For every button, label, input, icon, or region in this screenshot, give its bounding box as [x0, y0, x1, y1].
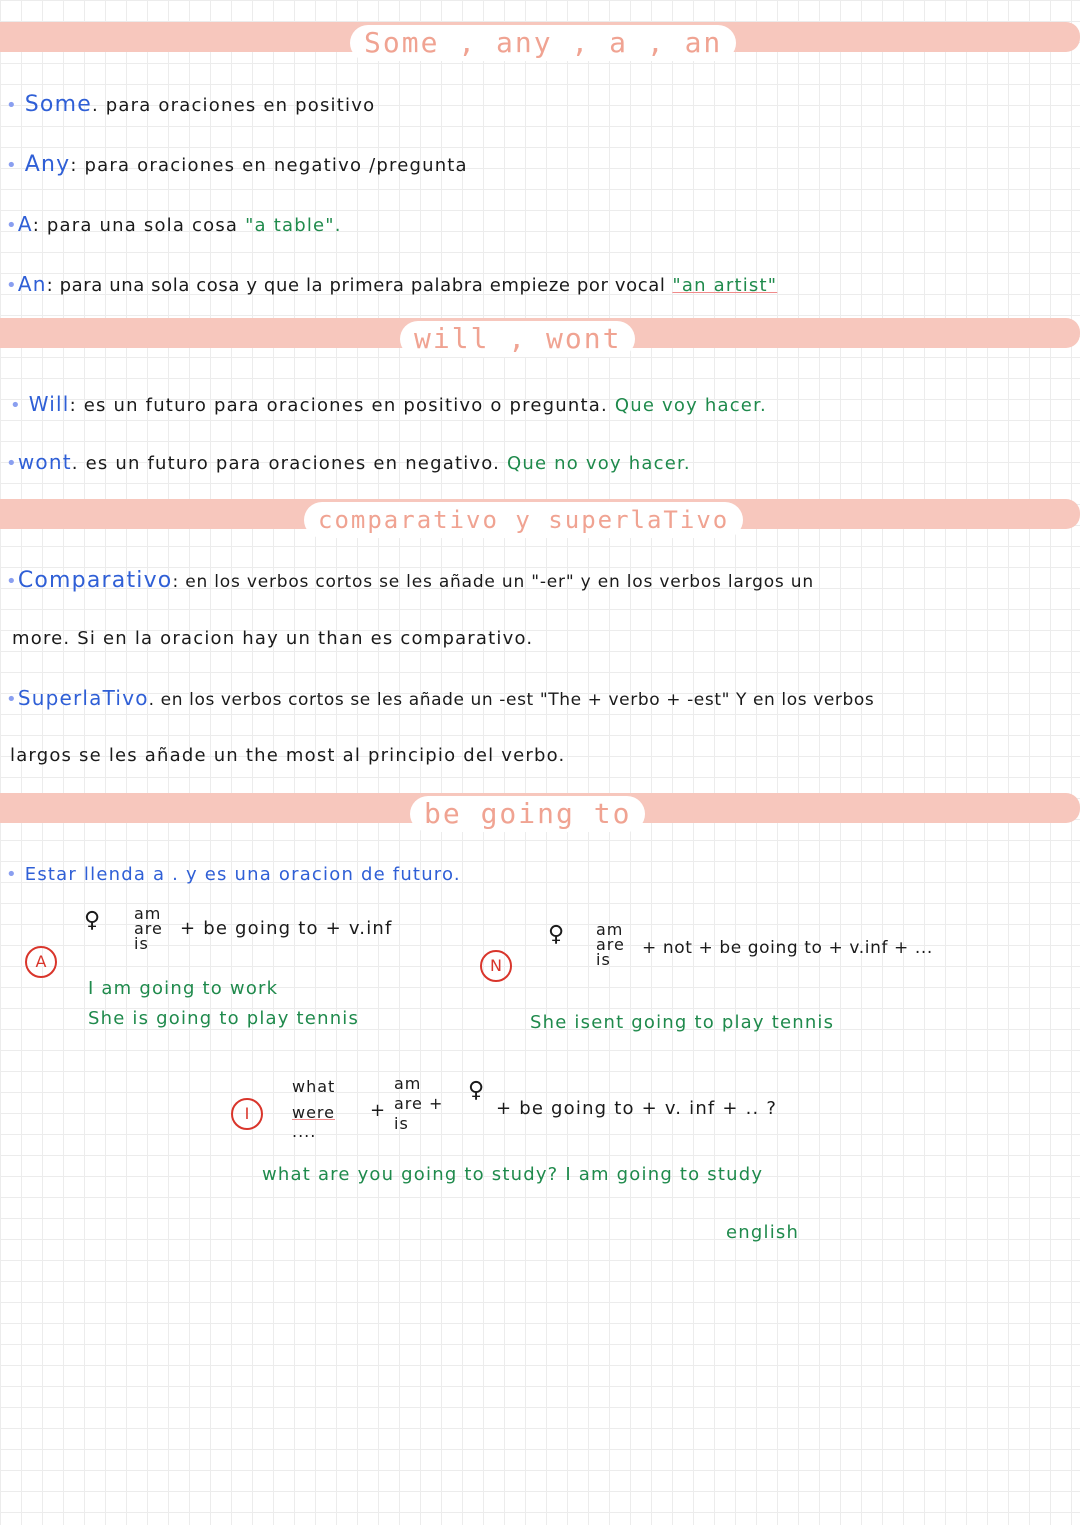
aux-are: are — [596, 935, 625, 954]
aux-list — [596, 922, 625, 967]
superlativo-text-2: largos se les añade un the most al principio del verbo. — [10, 745, 566, 766]
wh-more: .... — [292, 1122, 317, 1141]
wh-were: were — [292, 1103, 335, 1122]
comparativo-text: : en los verbos cortos se les añade un "-er" y en los verbos largos un — [172, 572, 814, 592]
term-superlativo: SuperlaTivo — [17, 686, 149, 710]
interrogative-formula: + be going to + v. inf + .. ? — [496, 1098, 778, 1119]
a-line — [6, 212, 342, 236]
aux-is: is — [134, 934, 149, 953]
section-title: will , wont — [400, 321, 635, 357]
going-intro-text: Estar llenda a . y es una oracion de futuro. — [24, 864, 461, 885]
affirmative-formula: + be going to + v.inf — [180, 918, 393, 939]
bullet-icon: • — [6, 453, 18, 474]
will-note: Que voy hacer. — [614, 395, 767, 416]
aux-list — [394, 1074, 443, 1134]
superlativo-line-2 — [10, 745, 565, 766]
superlativo-text: . en los verbos cortos se les añade un -est "The + verbo + -est" Y en los verbos — [148, 690, 875, 710]
an-example: "an artist" — [672, 275, 778, 296]
person-icon: ♀ — [468, 1078, 485, 1103]
section-title: be going to — [410, 796, 645, 832]
any-line — [6, 152, 468, 177]
person-icon: ♀ — [548, 922, 565, 947]
term-comparativo: Comparativo — [17, 568, 173, 593]
bullet-icon: • — [6, 275, 18, 296]
an-text: : para una sola cosa y que la primera palabra empieze por vocal — [46, 275, 666, 296]
term-some: Some — [24, 92, 92, 117]
term-a: A — [17, 212, 33, 236]
affirmative-example-2: She is going to play tennis — [88, 1008, 360, 1029]
wh-list — [292, 1074, 336, 1141]
aux-list — [134, 906, 163, 951]
term-any: Any — [24, 152, 71, 177]
some-line — [6, 92, 375, 117]
term-wont: wont — [17, 450, 72, 474]
term-will: Will — [28, 392, 70, 416]
aux-am: am — [134, 904, 162, 923]
going-intro — [6, 864, 461, 885]
person-icon: ♀ — [84, 908, 101, 933]
comparativo-line-1 — [6, 568, 814, 593]
aux-am: am — [596, 920, 624, 939]
negative-badge: N — [480, 950, 512, 982]
wont-note: Que no voy hacer. — [507, 453, 691, 474]
aux-is: is — [394, 1114, 409, 1133]
a-text: : para una sola cosa — [32, 215, 239, 236]
will-text: : es un futuro para oraciones en positivo o pregunta. — [69, 395, 608, 416]
bullet-icon: • — [6, 864, 18, 885]
aux-am: am — [394, 1074, 422, 1093]
bullet-icon: • — [6, 95, 18, 116]
interrogative-example-1: what are you going to study? I am going to study — [262, 1164, 764, 1185]
bullet-icon: • — [6, 689, 18, 710]
interrogative-badge: I — [231, 1098, 263, 1130]
section-title: Some , any , a , an — [350, 25, 736, 61]
comparativo-line-2 — [12, 628, 533, 649]
plus-sign: + — [370, 1100, 387, 1121]
affirmative-badge: A — [25, 946, 57, 978]
an-line — [6, 272, 777, 296]
comparativo-text-2: more. Si en la oracion hay un than es comparativo. — [12, 628, 534, 649]
some-text: . para oraciones en positivo — [91, 95, 376, 116]
bullet-icon: • — [6, 571, 18, 592]
aux-is: is — [596, 950, 611, 969]
wh-what: what — [292, 1077, 336, 1096]
bullet-icon: • — [10, 395, 22, 416]
bullet-icon: • — [6, 215, 18, 236]
will-line — [10, 392, 767, 416]
section-title: comparativo y superlaTivo — [304, 502, 743, 538]
superlativo-line-1 — [6, 686, 874, 710]
negative-formula: + not + be going to + v.inf + ... — [642, 938, 933, 958]
a-example: "a table". — [245, 215, 342, 236]
bullet-icon: • — [6, 155, 18, 176]
wont-text: . es un futuro para oraciones en negativo. — [71, 453, 501, 474]
term-an: An — [17, 272, 47, 296]
negative-example: She isent going to play tennis — [530, 1012, 835, 1033]
interrogative-example-2: english — [726, 1222, 800, 1243]
affirmative-example-1: I am going to work — [88, 978, 279, 999]
any-text: : para oraciones en negativo /pregunta — [70, 155, 468, 176]
aux-are: are — [134, 919, 163, 938]
wont-line — [6, 450, 691, 474]
aux-are: are + — [394, 1094, 444, 1113]
